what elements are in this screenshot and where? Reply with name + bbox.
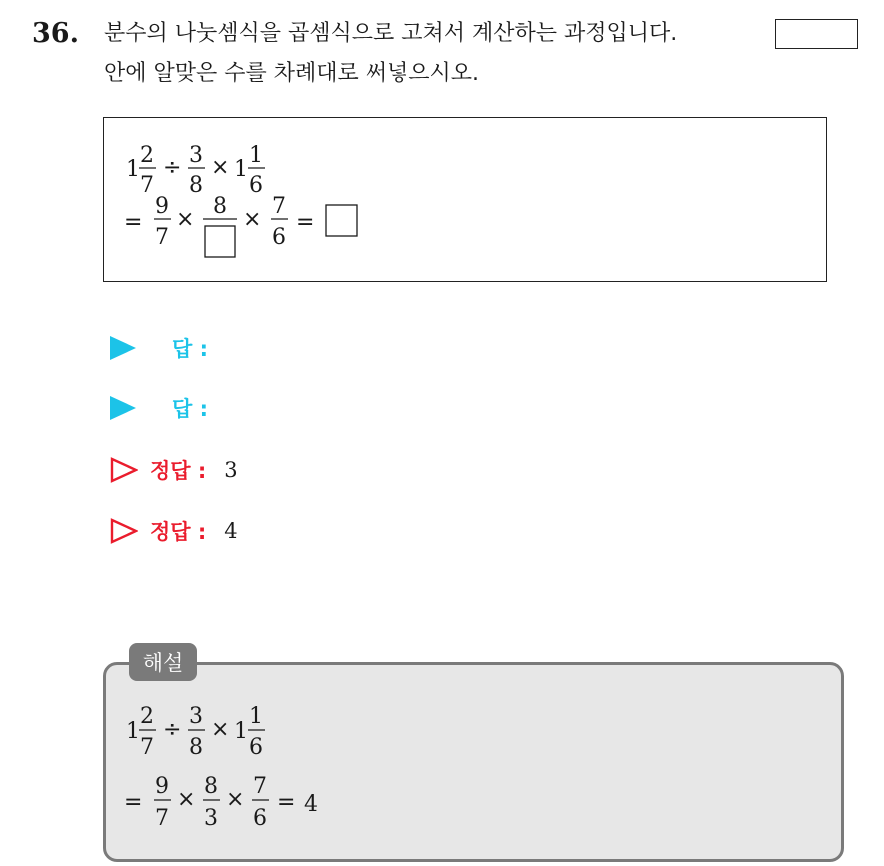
correct-value: 4 [224, 519, 238, 543]
sol-times-sign: × [211, 717, 230, 742]
frac1-numerator: 2 [140, 143, 154, 168]
times-sign-3: × [243, 207, 262, 232]
play-filled-icon [110, 396, 136, 420]
correct-row-2 [110, 516, 238, 546]
sol-times-sign-2: × [177, 787, 196, 812]
solution-box [103, 662, 844, 862]
result-blank [326, 205, 357, 236]
mixed-whole-1: 1 [126, 157, 140, 182]
sol-g3-numerator: 7 [253, 774, 267, 799]
sol-mixed-whole-2: 1 [234, 719, 248, 744]
equals-sign: = [124, 210, 143, 235]
problem-expression [104, 118, 826, 281]
sol-frac1-denominator: 7 [140, 735, 154, 760]
sol-g2-numerator: 8 [204, 774, 218, 799]
correct-label: 정답 : [150, 520, 207, 544]
correct-label: 정답 : [150, 459, 207, 483]
frac1-denominator: 7 [140, 173, 154, 198]
answer-row-2 [110, 393, 208, 423]
equals-sign-2: = [296, 210, 315, 235]
sol-times-sign-3: × [226, 787, 245, 812]
g2-denominator-blank [205, 226, 235, 257]
sol-g1-numerator: 9 [155, 774, 169, 799]
sol-frac3-denominator: 6 [249, 735, 263, 760]
sol-frac3-numerator: 1 [249, 704, 263, 729]
solution-tab: 해설 [129, 643, 197, 681]
times-sign-2: × [176, 207, 195, 232]
sol-g2-denominator: 3 [204, 806, 218, 831]
answer-label: 답 : [172, 397, 208, 421]
correct-row-1 [110, 455, 238, 485]
times-sign: × [211, 155, 230, 180]
sol-g1-denominator: 7 [155, 806, 169, 831]
divide-sign: ÷ [163, 155, 182, 180]
question-text-line2: 안에 알맞은 수를 차례대로 써넣으시오. [104, 61, 479, 86]
g1-numerator: 9 [155, 194, 169, 219]
problem-box [103, 117, 827, 282]
sol-result: 4 [304, 792, 318, 817]
sol-frac1-numerator: 2 [140, 704, 154, 729]
answer-label: 답 : [172, 337, 208, 361]
play-outline-icon [110, 457, 138, 483]
sol-equals-sign: = [124, 790, 143, 815]
correct-value: 3 [224, 458, 238, 482]
g1-denominator: 7 [155, 225, 169, 250]
frac3-denominator: 6 [249, 173, 263, 198]
answer-row-1 [110, 333, 208, 363]
frac2-denominator: 8 [189, 173, 203, 198]
play-filled-icon [110, 336, 136, 360]
play-outline-icon [110, 518, 138, 544]
question-number: 36. [32, 18, 79, 49]
g2-numerator: 8 [213, 194, 227, 219]
solution-expression [106, 665, 841, 859]
inline-blank-box [775, 19, 858, 49]
sol-divide-sign: ÷ [163, 717, 182, 742]
sol-frac2-numerator: 3 [189, 704, 203, 729]
frac3-numerator: 1 [249, 143, 263, 168]
question-text-line1: 분수의 나눗셈식을 곱셈식으로 고쳐서 계산하는 과정입니다. [104, 21, 678, 46]
g3-numerator: 7 [272, 194, 286, 219]
g3-denominator: 6 [272, 225, 286, 250]
sol-frac2-denominator: 8 [189, 735, 203, 760]
mixed-whole-2: 1 [234, 157, 248, 182]
sol-equals-sign-2: = [277, 790, 296, 815]
frac2-numerator: 3 [189, 143, 203, 168]
sol-g3-denominator: 6 [253, 806, 267, 831]
sol-mixed-whole-1: 1 [126, 719, 140, 744]
